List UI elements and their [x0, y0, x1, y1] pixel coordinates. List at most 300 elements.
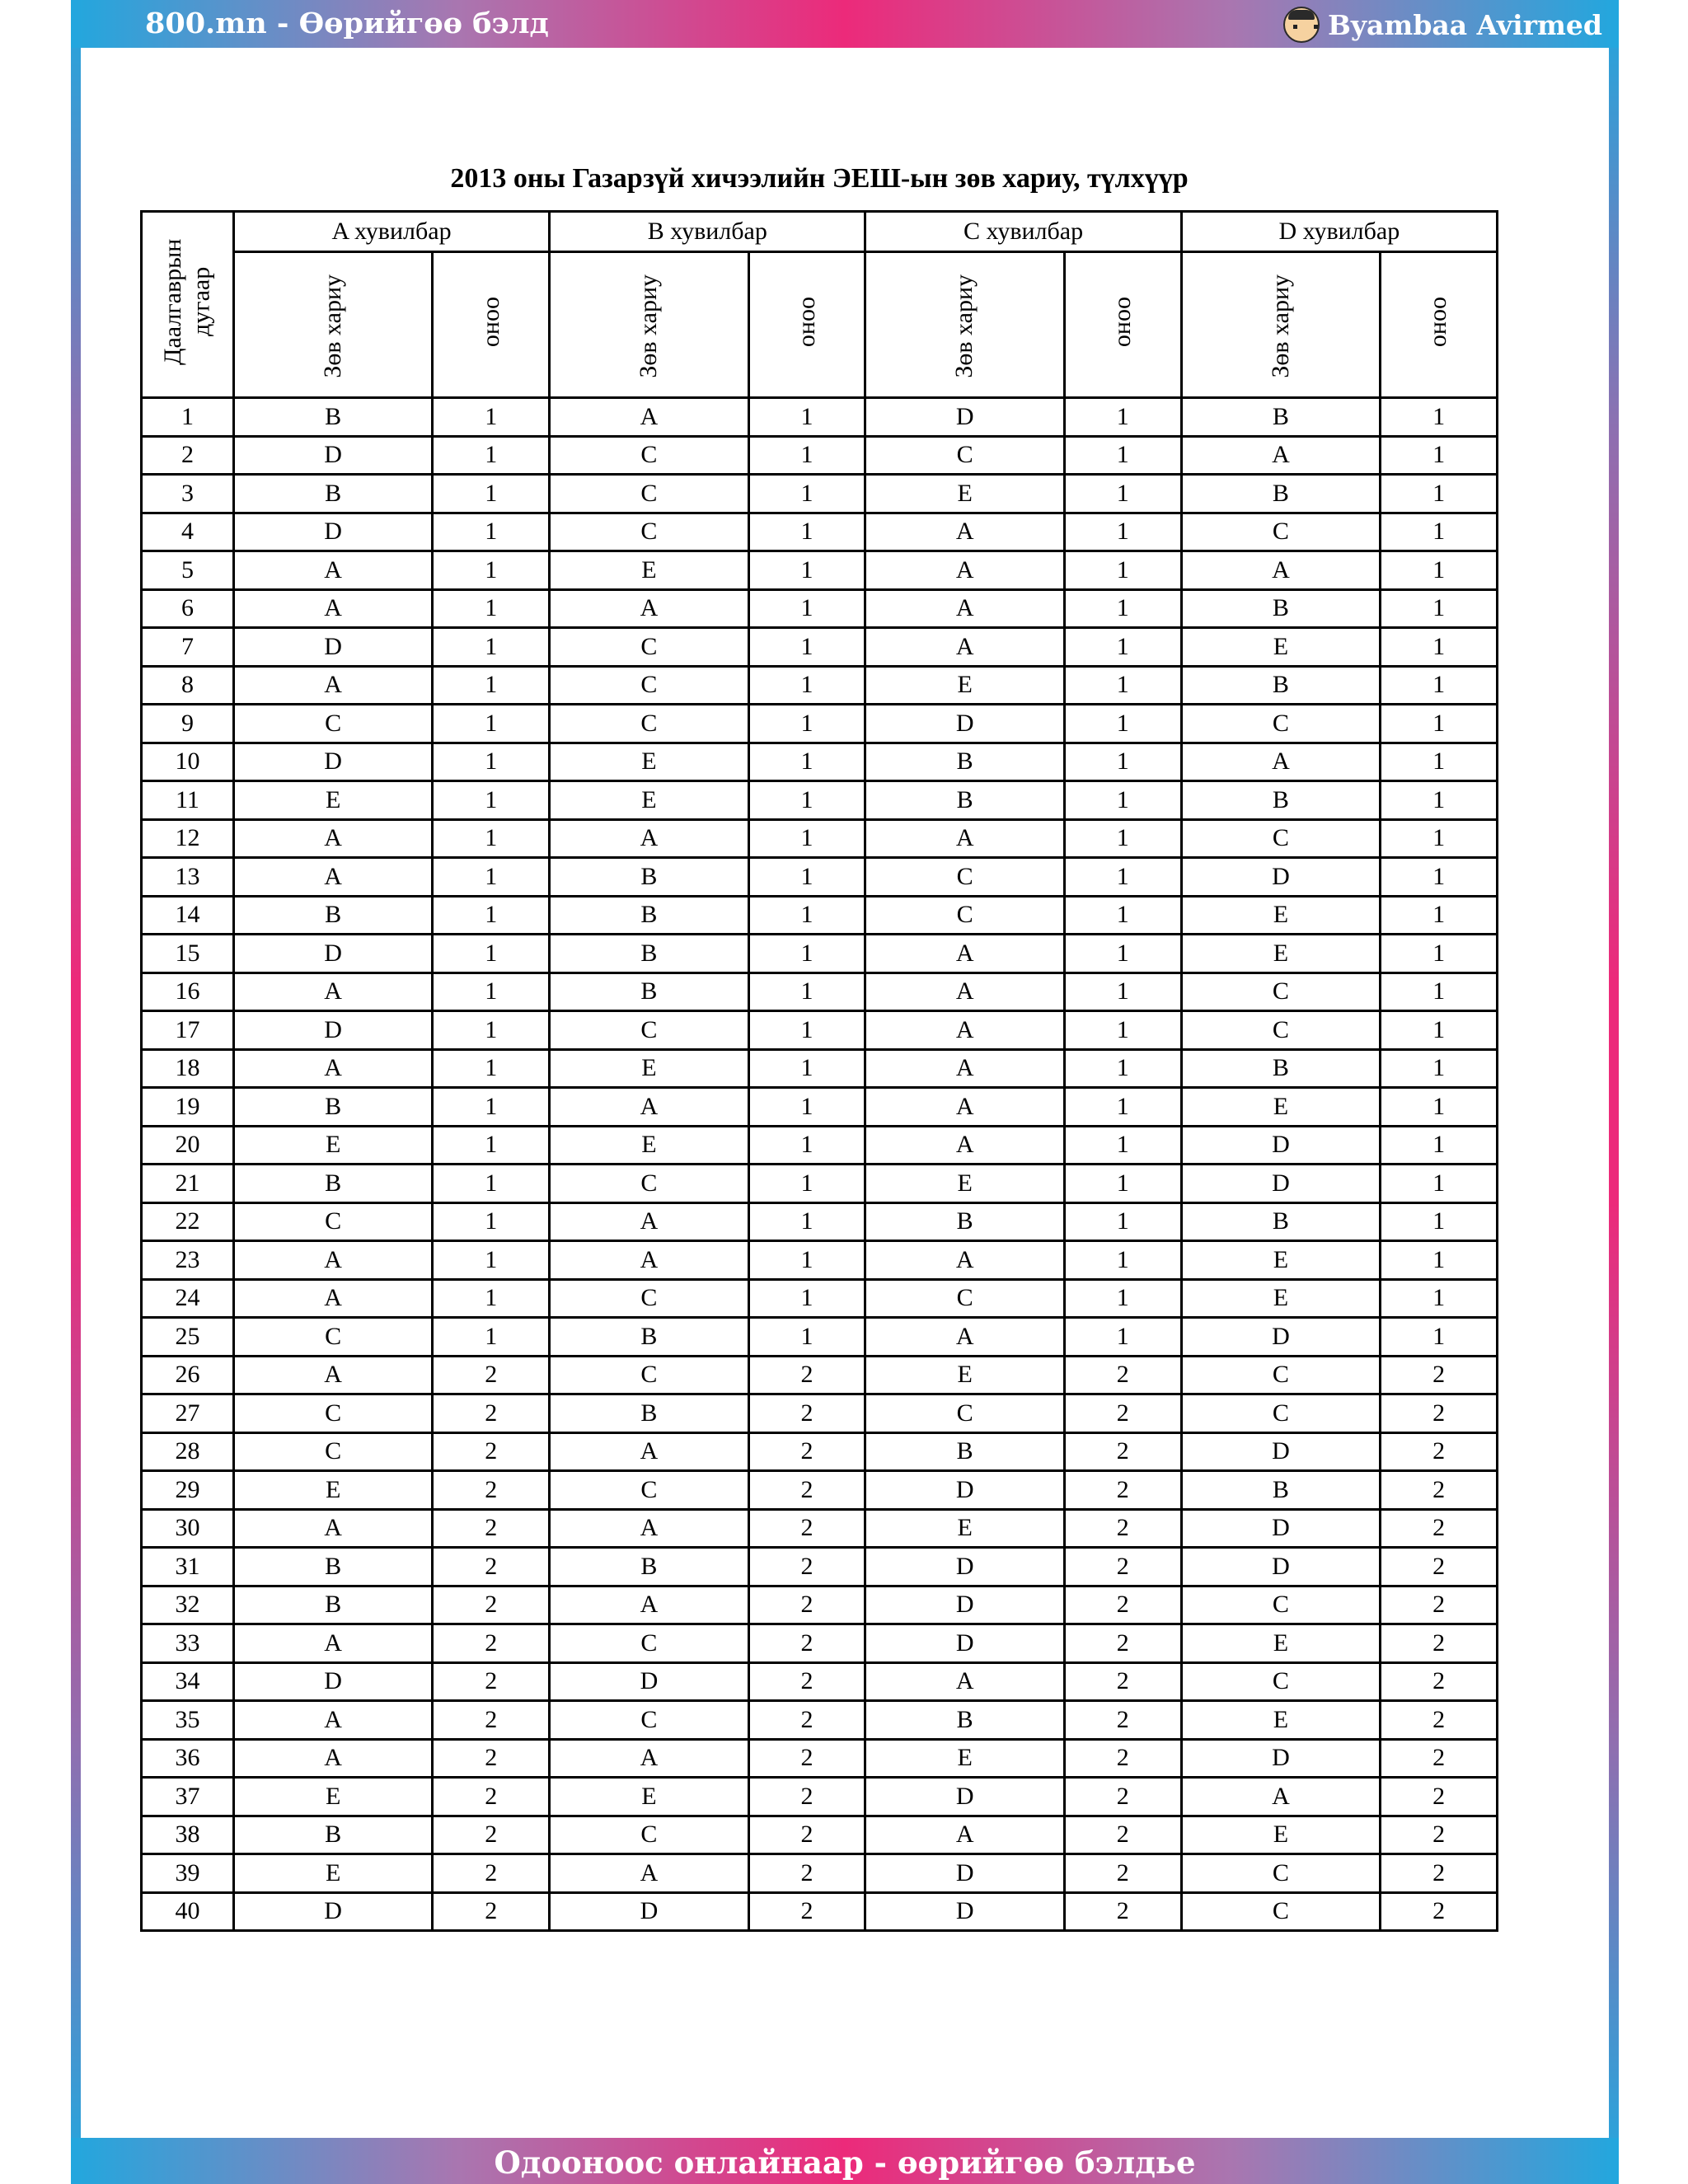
variant-b-answer-cell: A [550, 589, 749, 628]
variant-d-score-cell: 2 [1381, 1432, 1498, 1471]
variant-d-answer-cell: E [1181, 1088, 1381, 1127]
variant-a-answer-cell: A [233, 972, 433, 1011]
variant-a-answer-cell: B [233, 475, 433, 513]
variant-b-score-cell: 1 [748, 1049, 865, 1088]
variant-a-answer-cell: C [233, 705, 433, 743]
answer-header: Зөв хариу [233, 252, 433, 398]
task-number-cell: 9 [142, 705, 234, 743]
table-row [142, 1432, 1498, 1471]
variant-b-answer-cell: A [550, 819, 749, 858]
variant-b-score-cell: 2 [748, 1432, 865, 1471]
task-number-cell: 8 [142, 666, 234, 705]
variant-d-score-cell: 2 [1381, 1624, 1498, 1663]
variant-d-score-cell: 1 [1381, 1011, 1498, 1050]
variant-a-score-cell: 1 [433, 398, 550, 437]
variant-a-answer-cell: A [233, 858, 433, 897]
variant-a-answer-cell: D [233, 743, 433, 781]
variant-a-score-cell: 1 [433, 1126, 550, 1165]
variant-a-score-cell: 2 [433, 1816, 550, 1854]
variant-d-score-cell: 2 [1381, 1548, 1498, 1586]
variant-c-score-cell: 2 [1064, 1432, 1181, 1471]
variant-c-answer-cell: B [865, 1432, 1065, 1471]
task-number-cell: 6 [142, 589, 234, 628]
variant-c-score-cell: 1 [1064, 1011, 1181, 1050]
variant-c-answer-cell: C [865, 1279, 1065, 1318]
variant-c-answer-cell: B [865, 743, 1065, 781]
variant-b-score-cell: 2 [748, 1778, 865, 1816]
table-row [142, 666, 1498, 705]
variant-b-score-cell: 2 [748, 1548, 865, 1586]
table-row [142, 1892, 1498, 1931]
variant-d-answer-cell: C [1181, 1854, 1381, 1893]
variant-d-answer-cell: D [1181, 858, 1381, 897]
variant-a-score-cell: 1 [433, 1049, 550, 1088]
variant-c-score-cell: 2 [1064, 1624, 1181, 1663]
task-number-cell: 18 [142, 1049, 234, 1088]
variant-c-score-cell: 1 [1064, 972, 1181, 1011]
variant-d-score-cell: 2 [1381, 1816, 1498, 1854]
task-number-cell: 30 [142, 1509, 234, 1548]
variant-a-answer-cell: A [233, 1241, 433, 1280]
variant-b-answer-cell: E [550, 781, 749, 820]
table-row [142, 1011, 1498, 1050]
variant-b-score-cell: 1 [748, 1241, 865, 1280]
task-number-cell: 13 [142, 858, 234, 897]
variant-a-score-cell: 1 [433, 1165, 550, 1203]
variant-b-answer-cell: E [550, 551, 749, 590]
variant-b-answer-cell: C [550, 1701, 749, 1740]
variant-a-answer-cell: B [233, 1586, 433, 1624]
variant-b-score-cell: 2 [748, 1356, 865, 1394]
task-number-cell: 34 [142, 1662, 234, 1701]
variant-c-answer-cell: C [865, 858, 1065, 897]
variant-d-score-cell: 1 [1381, 1126, 1498, 1165]
score-header: оноо [433, 252, 550, 398]
variant-a-score-cell: 1 [433, 628, 550, 667]
variant-b-answer-cell: A [550, 1509, 749, 1548]
variant-d-answer-cell: D [1181, 1509, 1381, 1548]
variant-b-answer-cell: A [550, 1088, 749, 1127]
task-number-cell: 10 [142, 743, 234, 781]
variant-c-answer-cell: A [865, 1049, 1065, 1088]
task-number-cell: 22 [142, 1202, 234, 1241]
table-row [142, 896, 1498, 935]
variant-a-answer-cell: D [233, 1011, 433, 1050]
variant-d-answer-cell: E [1181, 1279, 1381, 1318]
variant-c-score-cell: 2 [1064, 1816, 1181, 1854]
variant-a-score-cell: 2 [433, 1586, 550, 1624]
variant-b-score-cell: 1 [748, 819, 865, 858]
variant-d-score-cell: 2 [1381, 1356, 1498, 1394]
variant-c-score-cell: 1 [1064, 1279, 1181, 1318]
task-number-header [142, 212, 234, 398]
variant-d-answer-cell: B [1181, 666, 1381, 705]
variant-c-score-cell: 2 [1064, 1356, 1181, 1394]
answer-header: Зөв хариу [1181, 252, 1381, 398]
variant-d-answer-cell: A [1181, 436, 1381, 475]
variant-a-answer-cell: A [233, 819, 433, 858]
variant-a-score-cell: 2 [433, 1854, 550, 1893]
variant-b-score-cell: 1 [748, 972, 865, 1011]
footer-bar [71, 2138, 1619, 2184]
variant-c-answer-cell: D [865, 1586, 1065, 1624]
variant-a-score-cell: 1 [433, 475, 550, 513]
variant-a-score-cell: 2 [433, 1356, 550, 1394]
variant-d-score-cell: 1 [1381, 436, 1498, 475]
variant-a-score-cell: 2 [433, 1892, 550, 1931]
task-number-cell: 32 [142, 1586, 234, 1624]
variant-b-answer-cell: D [550, 1892, 749, 1931]
variant-b-answer-cell: C [550, 705, 749, 743]
task-number-cell: 40 [142, 1892, 234, 1931]
variant-a-score-cell: 2 [433, 1701, 550, 1740]
variant-c-score-cell: 1 [1064, 1049, 1181, 1088]
variant-b-answer-cell: C [550, 513, 749, 551]
table-row [142, 1778, 1498, 1816]
variant-d-answer-cell: D [1181, 1739, 1381, 1778]
variant-d-answer-cell: C [1181, 1011, 1381, 1050]
table-row [142, 1241, 1498, 1280]
task-number-cell: 27 [142, 1394, 234, 1433]
variant-a-score-cell: 1 [433, 1318, 550, 1357]
variant-a-answer-cell: B [233, 1816, 433, 1854]
site-title[interactable]: 800.mn - Өөрийгөө бэлд [145, 7, 549, 40]
variant-c-answer-cell: A [865, 935, 1065, 973]
variant-d-answer-cell: B [1181, 1202, 1381, 1241]
score-header: оноо [748, 252, 865, 398]
variant-c-answer-cell: B [865, 781, 1065, 820]
variant-b-answer-cell: E [550, 743, 749, 781]
variant-b-answer-cell: A [550, 1202, 749, 1241]
variant-d-answer-cell: D [1181, 1548, 1381, 1586]
left-gradient-border [71, 0, 81, 2184]
variant-d-score-cell: 1 [1381, 513, 1498, 551]
variant-d-score-cell: 2 [1381, 1509, 1498, 1548]
table-row [142, 551, 1498, 590]
variant-b-score-cell: 2 [748, 1701, 865, 1740]
variant-d-score-cell: 1 [1381, 972, 1498, 1011]
task-number-cell: 19 [142, 1088, 234, 1127]
variant-c-score-cell: 1 [1064, 436, 1181, 475]
variant-a-answer-cell: B [233, 1088, 433, 1127]
variant-c-score-cell: 1 [1064, 1318, 1181, 1357]
header-bar [71, 0, 1619, 48]
variant-a-score-cell: 1 [433, 819, 550, 858]
variant-a-score-cell: 1 [433, 935, 550, 973]
table-row [142, 1586, 1498, 1624]
variant-c-answer-cell: C [865, 436, 1065, 475]
variant-a-score-cell: 1 [433, 743, 550, 781]
variant-c-answer-cell: A [865, 589, 1065, 628]
variant-c-score-cell: 1 [1064, 705, 1181, 743]
table-row [142, 1548, 1498, 1586]
variant-b-answer-cell: B [550, 1548, 749, 1586]
task-number-cell: 21 [142, 1165, 234, 1203]
variant-c-answer-cell: A [865, 1241, 1065, 1280]
task-number-cell: 2 [142, 436, 234, 475]
variant-c-score-cell: 1 [1064, 1088, 1181, 1127]
avatar-icon [1283, 7, 1320, 43]
variant-d-score-cell: 1 [1381, 1279, 1498, 1318]
variant-c-score-cell: 2 [1064, 1662, 1181, 1701]
variant-c-answer-cell: E [865, 1165, 1065, 1203]
variant-a-score-cell: 2 [433, 1624, 550, 1663]
variant-d-score-cell: 1 [1381, 705, 1498, 743]
variant-b-answer-cell: C [550, 1816, 749, 1854]
variant-b-answer-cell: A [550, 398, 749, 437]
variant-a-score-cell: 2 [433, 1471, 550, 1510]
variant-a-score-cell: 1 [433, 1011, 550, 1050]
variant-d-answer-cell: A [1181, 1778, 1381, 1816]
variant-a-answer-cell: B [233, 896, 433, 935]
variant-b-score-cell: 2 [748, 1892, 865, 1931]
variant-b-score-cell: 1 [748, 781, 865, 820]
variant-b-score-cell: 2 [748, 1816, 865, 1854]
variant-c-answer-cell: A [865, 972, 1065, 1011]
task-number-cell: 28 [142, 1432, 234, 1471]
variant-d-answer-cell: C [1181, 513, 1381, 551]
variant-a-score-cell: 2 [433, 1548, 550, 1586]
variant-b-answer-cell: C [550, 1356, 749, 1394]
variant-a-score-cell: 1 [433, 1279, 550, 1318]
table-row [142, 819, 1498, 858]
task-number-cell: 29 [142, 1471, 234, 1510]
variant-b-score-cell: 1 [748, 743, 865, 781]
variant-d-answer-cell: E [1181, 1816, 1381, 1854]
task-number-cell: 11 [142, 781, 234, 820]
variant-d-answer-cell: D [1181, 1432, 1381, 1471]
variant-d-answer-cell: A [1181, 743, 1381, 781]
table-row [142, 589, 1498, 628]
variant-b-answer-cell: C [550, 1279, 749, 1318]
variant-d-answer-cell: D [1181, 1126, 1381, 1165]
variant-b-answer-cell: A [550, 1739, 749, 1778]
variant-b-answer-cell: C [550, 436, 749, 475]
variant-d-score-cell: 1 [1381, 935, 1498, 973]
variant-c-score-cell: 1 [1064, 896, 1181, 935]
variant-b-score-cell: 1 [748, 1126, 865, 1165]
variant-a-answer-cell: B [233, 1165, 433, 1203]
variant-d-answer-cell: E [1181, 1241, 1381, 1280]
table-row [142, 972, 1498, 1011]
variant-a-score-cell: 1 [433, 666, 550, 705]
variant-c-score-cell: 1 [1064, 666, 1181, 705]
variant-d-answer-cell: B [1181, 1471, 1381, 1510]
variant-b-header: B хувилбар [550, 212, 865, 252]
task-number-cell: 16 [142, 972, 234, 1011]
variant-a-score-cell: 1 [433, 589, 550, 628]
variant-a-answer-cell: C [233, 1318, 433, 1357]
variant-b-score-cell: 2 [748, 1509, 865, 1548]
variant-a-score-cell: 1 [433, 1202, 550, 1241]
table-row [142, 1701, 1498, 1740]
variant-c-answer-cell: A [865, 1816, 1065, 1854]
author-name: Byambaa Avirmed [1327, 8, 1602, 41]
variant-c-answer-cell: C [865, 1394, 1065, 1433]
variant-b-score-cell: 2 [748, 1394, 865, 1433]
variant-c-answer-cell: D [865, 705, 1065, 743]
table-row [142, 1088, 1498, 1127]
task-number-cell: 24 [142, 1279, 234, 1318]
variant-c-score-cell: 1 [1064, 551, 1181, 590]
variant-b-score-cell: 2 [748, 1662, 865, 1701]
variant-a-answer-cell: A [233, 1624, 433, 1663]
table-row [142, 1049, 1498, 1088]
variant-c-score-cell: 2 [1064, 1509, 1181, 1548]
footer-slogan: Одооноос онлайнаар - өөрийгөө бэлдье [494, 2144, 1196, 2181]
variant-b-score-cell: 1 [748, 475, 865, 513]
answer-rows [142, 398, 1498, 1931]
variant-b-score-cell: 1 [748, 513, 865, 551]
variant-d-score-cell: 2 [1381, 1701, 1498, 1740]
variant-b-answer-cell: B [550, 1394, 749, 1433]
variant-c-answer-cell: A [865, 1126, 1065, 1165]
variant-c-answer-cell: A [865, 1318, 1065, 1357]
variant-a-answer-cell: D [233, 1662, 433, 1701]
variant-d-score-cell: 1 [1381, 628, 1498, 667]
task-number-cell: 37 [142, 1778, 234, 1816]
variant-a-score-cell: 2 [433, 1394, 550, 1433]
right-gradient-border [1609, 0, 1619, 2184]
answer-key-table [140, 210, 1498, 1932]
variant-d-answer-cell: C [1181, 819, 1381, 858]
variant-c-score-cell: 1 [1064, 628, 1181, 667]
variant-d-score-cell: 2 [1381, 1778, 1498, 1816]
variant-a-answer-cell: D [233, 436, 433, 475]
variant-a-score-cell: 1 [433, 1241, 550, 1280]
variant-a-score-cell: 2 [433, 1739, 550, 1778]
table-row [142, 513, 1498, 551]
variant-d-answer-cell: C [1181, 1394, 1381, 1433]
variant-a-answer-cell: E [233, 1126, 433, 1165]
variant-d-score-cell: 1 [1381, 551, 1498, 590]
variant-c-score-cell: 2 [1064, 1394, 1181, 1433]
variant-a-answer-cell: A [233, 1701, 433, 1740]
variant-b-answer-cell: E [550, 1049, 749, 1088]
variant-b-answer-cell: C [550, 475, 749, 513]
variant-b-score-cell: 1 [748, 589, 865, 628]
variant-c-score-cell: 2 [1064, 1778, 1181, 1816]
task-number-cell: 4 [142, 513, 234, 551]
variant-c-answer-cell: A [865, 513, 1065, 551]
variant-a-score-cell: 1 [433, 858, 550, 897]
variant-a-answer-cell: D [233, 935, 433, 973]
variant-d-score-cell: 1 [1381, 1049, 1498, 1088]
variant-d-answer-cell: E [1181, 628, 1381, 667]
variant-d-answer-cell: D [1181, 1165, 1381, 1203]
variant-a-score-cell: 1 [433, 896, 550, 935]
variant-a-answer-cell: A [233, 1279, 433, 1318]
variant-b-score-cell: 1 [748, 1165, 865, 1203]
score-header: оноо [1381, 252, 1498, 398]
variant-a-score-cell: 1 [433, 513, 550, 551]
table-row [142, 1279, 1498, 1318]
table-row [142, 436, 1498, 475]
variant-b-answer-cell: B [550, 935, 749, 973]
variant-d-score-cell: 1 [1381, 666, 1498, 705]
variant-b-answer-cell: C [550, 1165, 749, 1203]
variant-c-answer-cell: B [865, 1701, 1065, 1740]
variant-b-answer-cell: C [550, 1624, 749, 1663]
task-number-cell: 23 [142, 1241, 234, 1280]
variant-b-answer-cell: B [550, 972, 749, 1011]
variant-a-answer-cell: C [233, 1394, 433, 1433]
task-number-cell: 1 [142, 398, 234, 437]
variant-d-score-cell: 2 [1381, 1586, 1498, 1624]
variant-c-score-cell: 2 [1064, 1586, 1181, 1624]
variant-b-score-cell: 1 [748, 1088, 865, 1127]
task-number-cell: 33 [142, 1624, 234, 1663]
table-row [142, 398, 1498, 437]
variant-d-answer-cell: B [1181, 589, 1381, 628]
variant-d-score-cell: 1 [1381, 589, 1498, 628]
variant-d-answer-cell: B [1181, 398, 1381, 437]
task-number-cell: 35 [142, 1701, 234, 1740]
variant-c-answer-cell: E [865, 475, 1065, 513]
variant-c-score-cell: 1 [1064, 589, 1181, 628]
variant-b-score-cell: 1 [748, 858, 865, 897]
variant-d-score-cell: 2 [1381, 1662, 1498, 1701]
score-header: оноо [1064, 252, 1181, 398]
variant-d-score-cell: 1 [1381, 1202, 1498, 1241]
variant-d-answer-cell: E [1181, 896, 1381, 935]
variant-c-answer-cell: E [865, 1356, 1065, 1394]
variant-b-answer-cell: C [550, 628, 749, 667]
variant-d-score-cell: 2 [1381, 1739, 1498, 1778]
task-number-cell: 31 [142, 1548, 234, 1586]
variant-a-answer-cell: A [233, 589, 433, 628]
variant-b-score-cell: 1 [748, 1318, 865, 1357]
variant-d-answer-cell: E [1181, 1701, 1381, 1740]
answer-header: Зөв хариу [865, 252, 1065, 398]
table-row [142, 1816, 1498, 1854]
variant-c-score-cell: 2 [1064, 1548, 1181, 1586]
table-row [142, 1202, 1498, 1241]
table-row [142, 1356, 1498, 1394]
table-row [142, 705, 1498, 743]
variant-d-answer-cell: C [1181, 1662, 1381, 1701]
variant-c-answer-cell: A [865, 628, 1065, 667]
variant-d-score-cell: 1 [1381, 475, 1498, 513]
variant-a-score-cell: 2 [433, 1432, 550, 1471]
variant-c-score-cell: 1 [1064, 858, 1181, 897]
variant-b-answer-cell: D [550, 1662, 749, 1701]
variant-d-score-cell: 1 [1381, 858, 1498, 897]
task-number-cell: 12 [142, 819, 234, 858]
variant-c-score-cell: 2 [1064, 1854, 1181, 1893]
variant-a-answer-cell: A [233, 1049, 433, 1088]
variant-a-score-cell: 2 [433, 1509, 550, 1548]
variant-c-answer-cell: E [865, 666, 1065, 705]
variant-b-score-cell: 2 [748, 1739, 865, 1778]
variant-c-score-cell: 1 [1064, 1165, 1181, 1203]
table-row [142, 475, 1498, 513]
author-block [1283, 7, 1602, 43]
variant-d-score-cell: 1 [1381, 819, 1498, 858]
variant-c-answer-cell: E [865, 1509, 1065, 1548]
variant-b-score-cell: 1 [748, 628, 865, 667]
variant-b-score-cell: 1 [748, 1279, 865, 1318]
variant-a-answer-cell: E [233, 1778, 433, 1816]
variant-d-score-cell: 1 [1381, 743, 1498, 781]
variant-c-answer-cell: D [865, 1854, 1065, 1893]
variant-b-score-cell: 1 [748, 1202, 865, 1241]
variant-b-answer-cell: A [550, 1241, 749, 1280]
variant-c-answer-cell: D [865, 1471, 1065, 1510]
variant-c-answer-cell: A [865, 1662, 1065, 1701]
table-row [142, 1662, 1498, 1701]
variant-a-answer-cell: B [233, 398, 433, 437]
